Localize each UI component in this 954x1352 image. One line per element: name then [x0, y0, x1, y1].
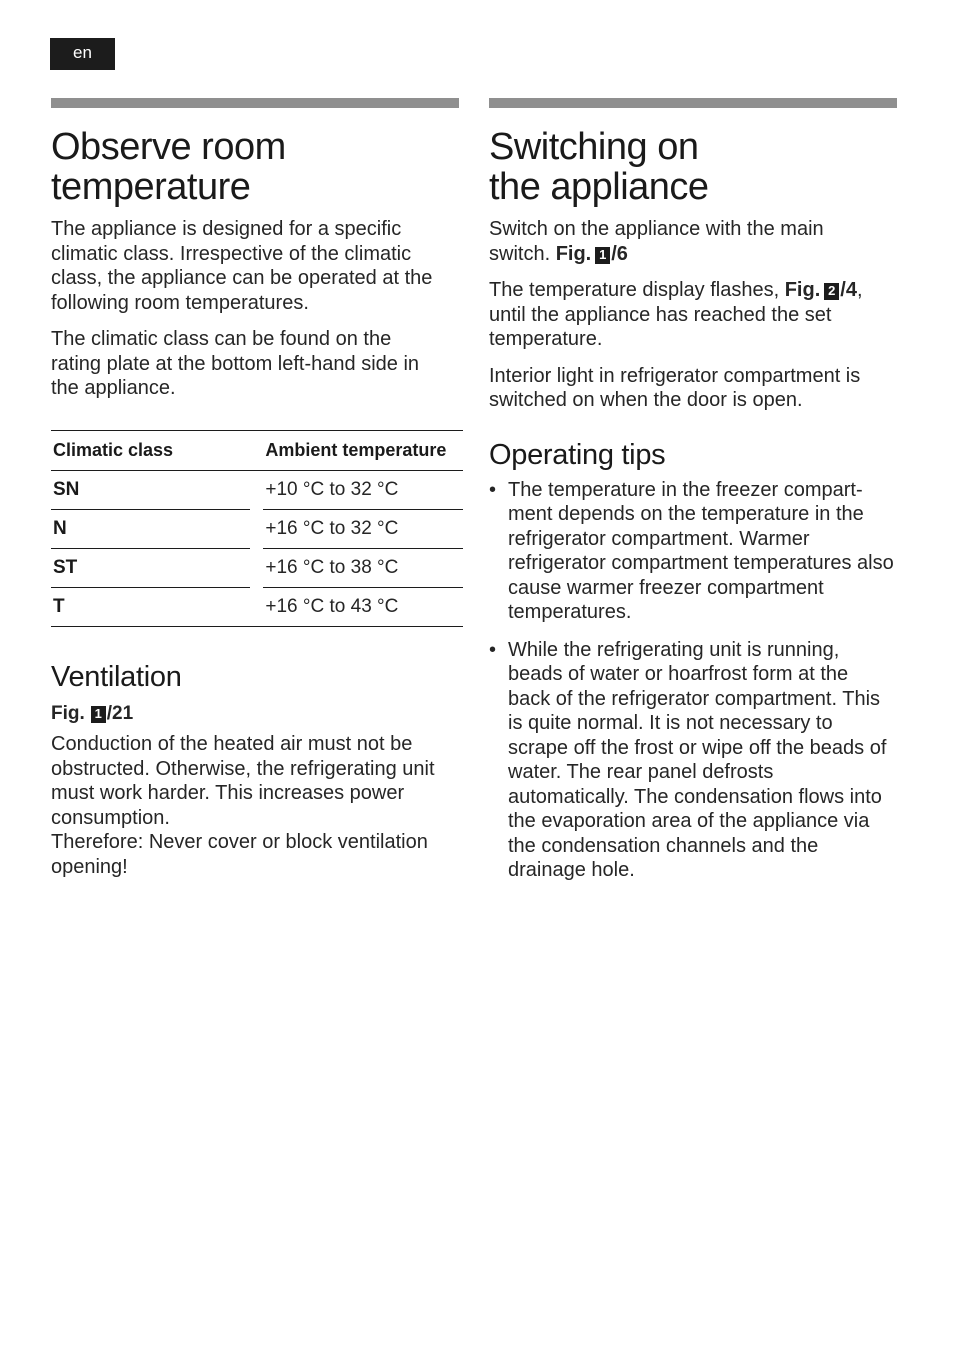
table-row — [51, 587, 463, 626]
fig-label: Fig. — [51, 702, 85, 724]
ventilation-paragraph: Conduction of the heated air must not be obstructed. Otherwise, the refrigerating unit must work harder. This increases power consumption. — [51, 733, 435, 829]
title-line-2: temperature — [51, 166, 251, 208]
bullet: • — [489, 478, 497, 501]
table-header-row — [51, 430, 463, 470]
climatic-class-cell: T — [51, 587, 250, 626]
fig-number-badge: 1 — [595, 247, 610, 264]
operating-tips-list — [489, 478, 901, 883]
observe-room-temperature-title — [51, 127, 463, 207]
list-item — [489, 638, 894, 883]
rating-plate-paragraph: The climatic class can be found on the rating plate at the bottom left-hand side in the appliance. — [51, 328, 420, 399]
list-item — [489, 478, 901, 625]
temperature-display-text-end: , until the appliance has reached the set temperature. — [489, 279, 863, 350]
switching-on-title — [489, 127, 901, 207]
cell-gap — [250, 509, 263, 548]
climatic-class-cell: N — [51, 509, 250, 548]
right-column — [489, 98, 901, 883]
table-row — [51, 470, 463, 509]
header-gap — [250, 430, 263, 470]
tip-text: While the refrigerating unit is running, beads of water or hoarfrost form at the back of the refrigerator compartment. This is quite normal. It is not necessary to scrape off the frost or wipe off the beads of water. The rear panel defrosts automatically. The condensation flows into the evaporation area of the appliance via the condensation channels and the drainage hole. — [508, 638, 887, 881]
tip-text: The temperature in the freezer compart-ment depends on the temperature in the refrigerator compartment. Warmer refrigerator compartment temperatures also cause warmer freezer compartment temperatures. — [508, 478, 894, 623]
section-rule-bar — [489, 98, 897, 108]
language-tab: en — [50, 38, 115, 70]
cell-gap — [250, 548, 263, 587]
ventilation-fig-reference — [51, 702, 463, 727]
table-row — [51, 548, 463, 587]
cell-gap — [250, 587, 263, 626]
title-line-1: Switching on — [489, 126, 699, 168]
fig-label: Fig. — [555, 242, 592, 265]
ambient-temperature-cell: +16 °C to 38 °C — [263, 548, 463, 587]
fig-suffix: /6 — [611, 242, 628, 265]
fig-label: Fig. — [784, 279, 821, 301]
operating-tips-title: Operating tips — [489, 438, 666, 471]
title-line-1: Observe room — [51, 126, 286, 168]
ambient-temperature-cell: +10 °C to 32 °C — [263, 470, 463, 509]
climatic-class-table — [51, 430, 463, 627]
fig-suffix: /21 — [106, 702, 134, 724]
table-row — [51, 509, 463, 548]
title-line-2: the appliance — [489, 166, 709, 208]
climatic-class-header: Climatic class — [51, 430, 250, 470]
climatic-class-cell: SN — [51, 470, 250, 509]
ventilation-title: Ventilation — [51, 660, 182, 693]
left-column — [51, 98, 463, 879]
ambient-temperature-cell: +16 °C to 43 °C — [263, 587, 463, 626]
fig-suffix: /4 — [840, 279, 857, 301]
ambient-temperature-cell: +16 °C to 32 °C — [263, 509, 463, 548]
main-switch-text: Switch on the appliance with the main switch. — [489, 218, 824, 265]
interior-light-paragraph: Interior light in refrigerator compartment is switched on when the door is open. — [489, 364, 861, 411]
fig-number-badge: 1 — [91, 706, 106, 723]
temperature-display-paragraph — [489, 278, 901, 352]
climatic-class-paragraph: The appliance is designed for a specific climatic class. Irrespective of the climatic class, the appliance can be operated at the following room temperatures. — [51, 218, 433, 314]
ventilation-warning-paragraph: Therefore: Never cover or block ventilation opening! — [51, 831, 428, 878]
climatic-class-cell: ST — [51, 548, 250, 587]
ambient-temperature-header: Ambient temperature — [263, 430, 463, 470]
fig-number-badge: 2 — [824, 283, 839, 300]
temperature-display-text: The temperature display flashes, — [489, 279, 780, 301]
section-rule-bar — [51, 98, 459, 108]
main-switch-paragraph — [489, 217, 869, 266]
bullet: • — [489, 638, 497, 661]
cell-gap — [250, 470, 263, 509]
